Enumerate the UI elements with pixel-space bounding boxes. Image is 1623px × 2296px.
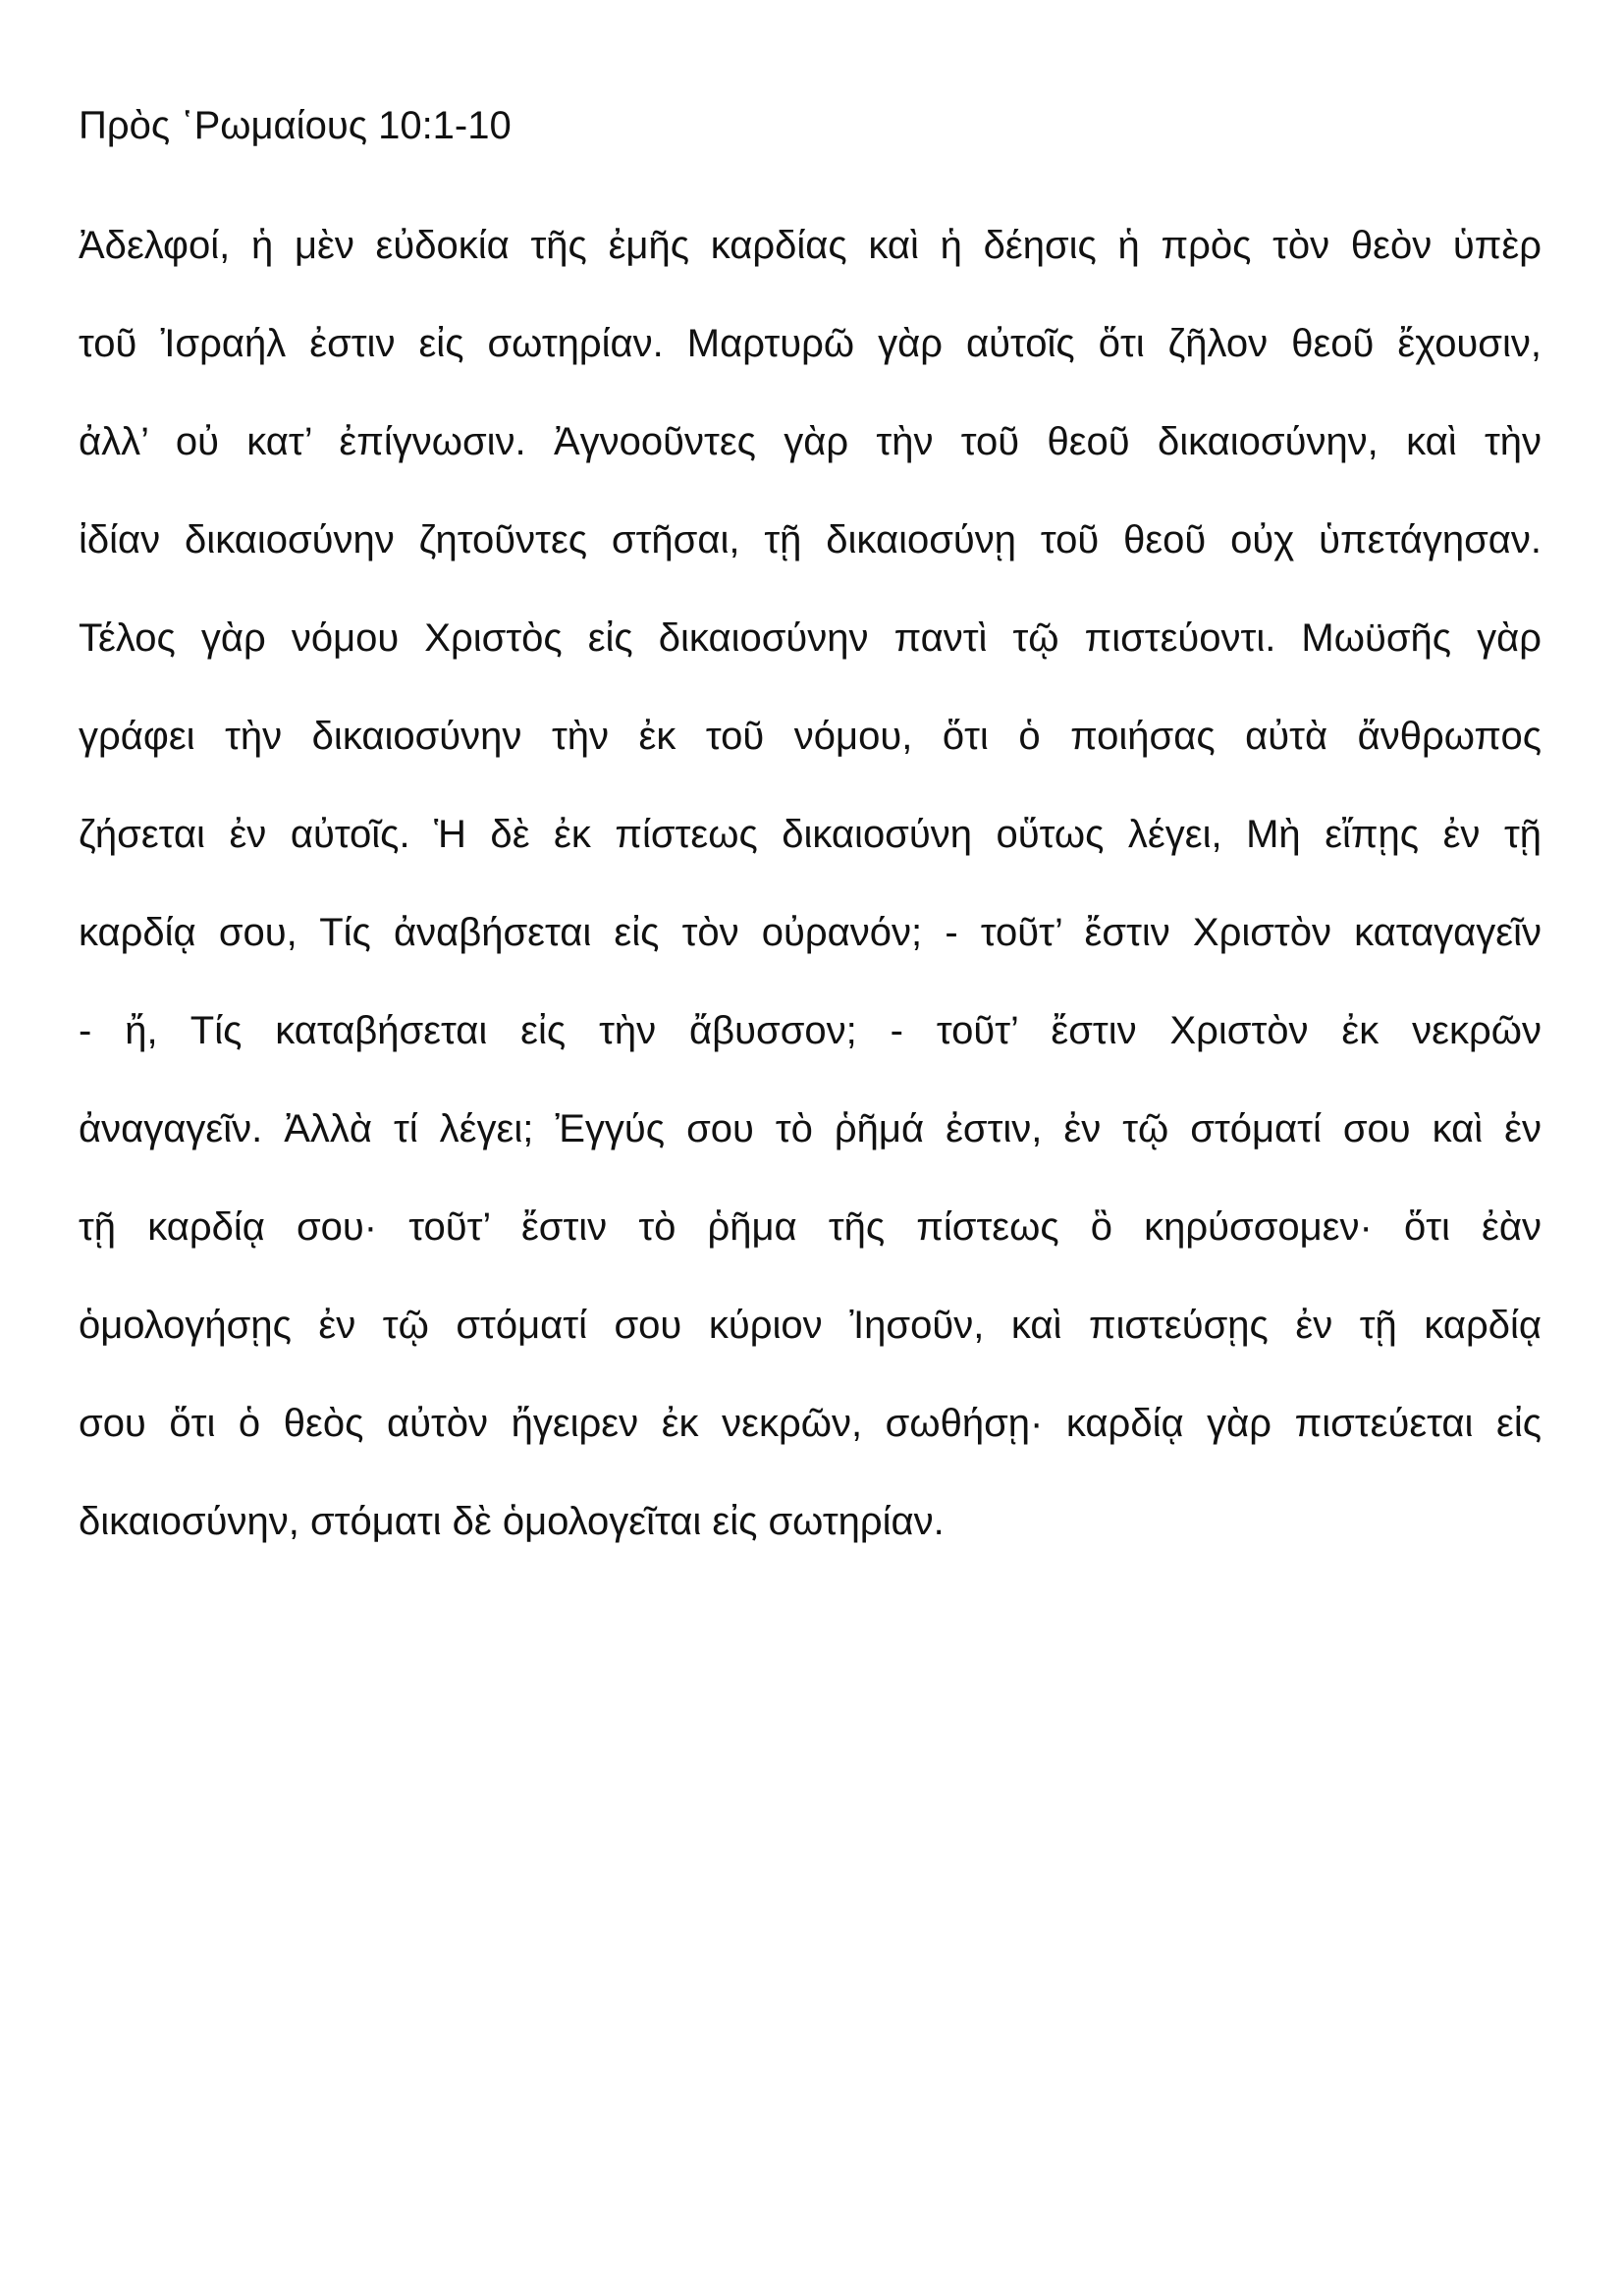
text-line: ἀναγαγεῖν. Ἀλλὰ τί λέγει; Ἐγγύς σου τὸ ῥῆμά ἐστιν, ἐν τῷ στόματί σου καὶ ἐν	[79, 1107, 1542, 1150]
passage-text	[79, 196, 1542, 1571]
text-line: ὁμολογήσῃς ἐν τῷ στόματί σου κύριον Ἰησοῦν, καὶ πιστεύσῃς ἐν τῇ καρδίᾳ	[79, 1304, 1542, 1347]
text-line: ἰδίαν δικαιοσύνην ζητοῦντες στῆσαι, τῇ δικαιοσύνῃ τοῦ θεοῦ οὐχ ὑπετάγησαν.	[79, 518, 1542, 561]
text-line: Τέλος γὰρ νόμου Χριστὸς εἰς δικαιοσύνην παντὶ τῷ πιστεύοντι. Μωϋσῆς γὰρ	[79, 616, 1542, 660]
text-line: τοῦ Ἰσραήλ ἐστιν εἰς σωτηρίαν. Μαρτυρῶ γὰρ αὐτοῖς ὅτι ζῆλον θεοῦ ἔχουσιν,	[79, 322, 1542, 365]
text-line: ζήσεται ἐν αὐτοῖς. Ἡ δὲ ἐκ πίστεως δικαιοσύνη οὕτως λέγει, Μὴ εἴπῃς ἐν τῇ	[79, 813, 1542, 856]
text-line: Ἀδελφοί, ἡ μὲν εὐδοκία τῆς ἐμῆς καρδίας καὶ ἡ δέησις ἡ πρὸς τὸν θεὸν ὑπὲρ	[79, 224, 1542, 267]
text-line: ἀλλ’ οὐ κατ’ ἐπίγνωσιν. Ἀγνοοῦντες γὰρ τὴν τοῦ θεοῦ δικαιοσύνην, καὶ τὴν	[79, 420, 1542, 463]
text-line-last: δικαιοσύνην, στόματι δὲ ὁμολογεῖται εἰς σωτηρίαν.	[79, 1500, 945, 1543]
text-line: - ἤ, Τίς καταβήσεται εἰς τὴν ἄβυσσον; - τοῦτ’ ἔστιν Χριστὸν ἐκ νεκρῶν	[79, 1009, 1542, 1052]
text-line: τῇ καρδίᾳ σου· τοῦτ’ ἔστιν τὸ ῥῆμα τῆς πίστεως ὃ κηρύσσομεν· ὅτι ἐὰν	[79, 1205, 1542, 1249]
text-line: γράφει τὴν δικαιοσύνην τὴν ἐκ τοῦ νόμου, ὅτι ὁ ποιήσας αὐτὰ ἄνθρωπος	[79, 715, 1542, 758]
text-line: σου ὅτι ὁ θεὸς αὐτὸν ἤγειρεν ἐκ νεκρῶν, σωθήσῃ· καρδίᾳ γὰρ πιστεύεται εἰς	[79, 1402, 1542, 1445]
text-line: καρδίᾳ σου, Τίς ἀναβήσεται εἰς τὸν οὐρανόν; - τοῦτ’ ἔστιν Χριστὸν καταγαγεῖν	[79, 911, 1542, 954]
page-title: Πρὸς ῾Ρωμαίους 10:1-10	[79, 104, 512, 147]
